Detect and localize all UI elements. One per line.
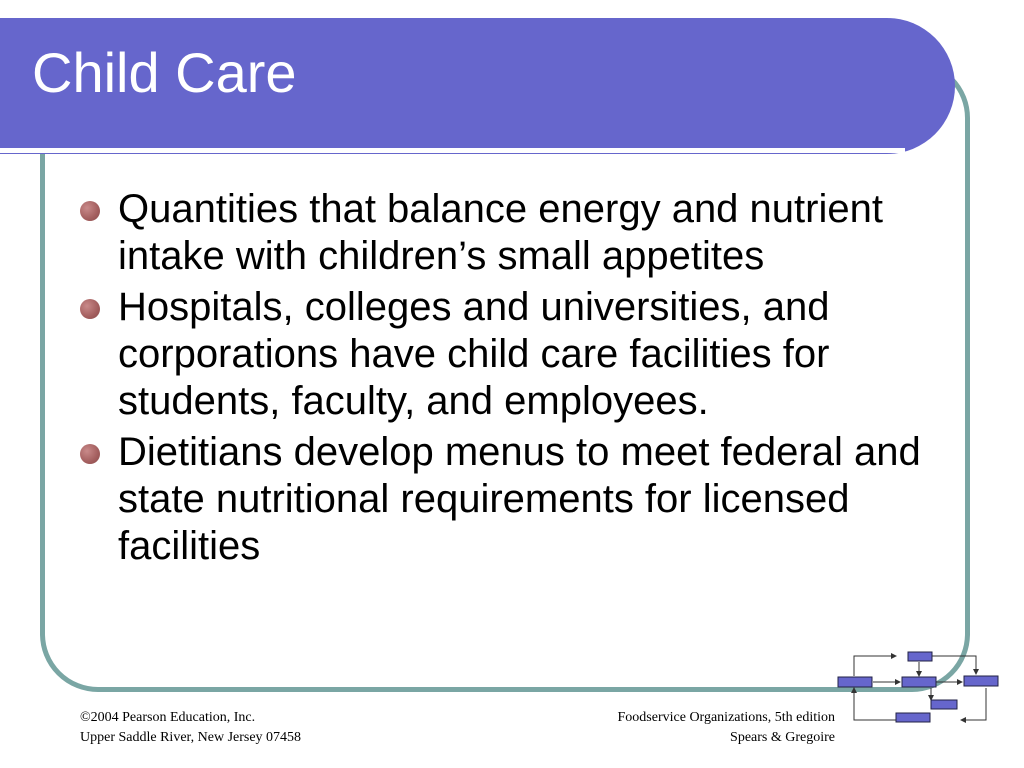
footer-copyright-line: ©2004 Pearson Education, Inc.: [80, 710, 256, 725]
bullet-dot-icon: [80, 201, 100, 221]
bullet-text: Hospitals, colleges and universities, and corporations have child care facilities for students, faculty, and employees.: [118, 285, 830, 423]
footer-authors: Spears & Gregoire: [730, 730, 835, 745]
flowchart-box: [838, 677, 872, 687]
flowchart-box: [931, 700, 957, 709]
bullet-item: [80, 429, 950, 570]
bullet-text: Dietitians develop menus to meet federal and state nutritional requirements for licensed facilities: [118, 430, 921, 568]
flowchart-box: [896, 713, 930, 722]
footer-address-line: Upper Saddle River, New Jersey 07458: [80, 730, 302, 745]
bullet-item: [80, 186, 950, 280]
flowchart-box: [908, 652, 932, 661]
flowchart-box: [902, 677, 936, 687]
flowchart-box: [964, 676, 998, 686]
bullet-text: Quantities that balance energy and nutrient intake with children’s small appetites: [118, 187, 883, 278]
footer-book-info: [560, 708, 835, 748]
bullet-item: [80, 284, 950, 425]
footer-book-title: Foodservice Organizations, 5th edition: [617, 710, 835, 725]
footer-copyright: [80, 708, 301, 748]
slide-title: Child Care: [32, 41, 297, 104]
bullet-list: [80, 186, 950, 574]
bullet-dot-icon: [80, 299, 100, 319]
flowchart-icon: [836, 648, 1004, 726]
title-divider: [0, 148, 905, 153]
bullet-dot-icon: [80, 444, 100, 464]
